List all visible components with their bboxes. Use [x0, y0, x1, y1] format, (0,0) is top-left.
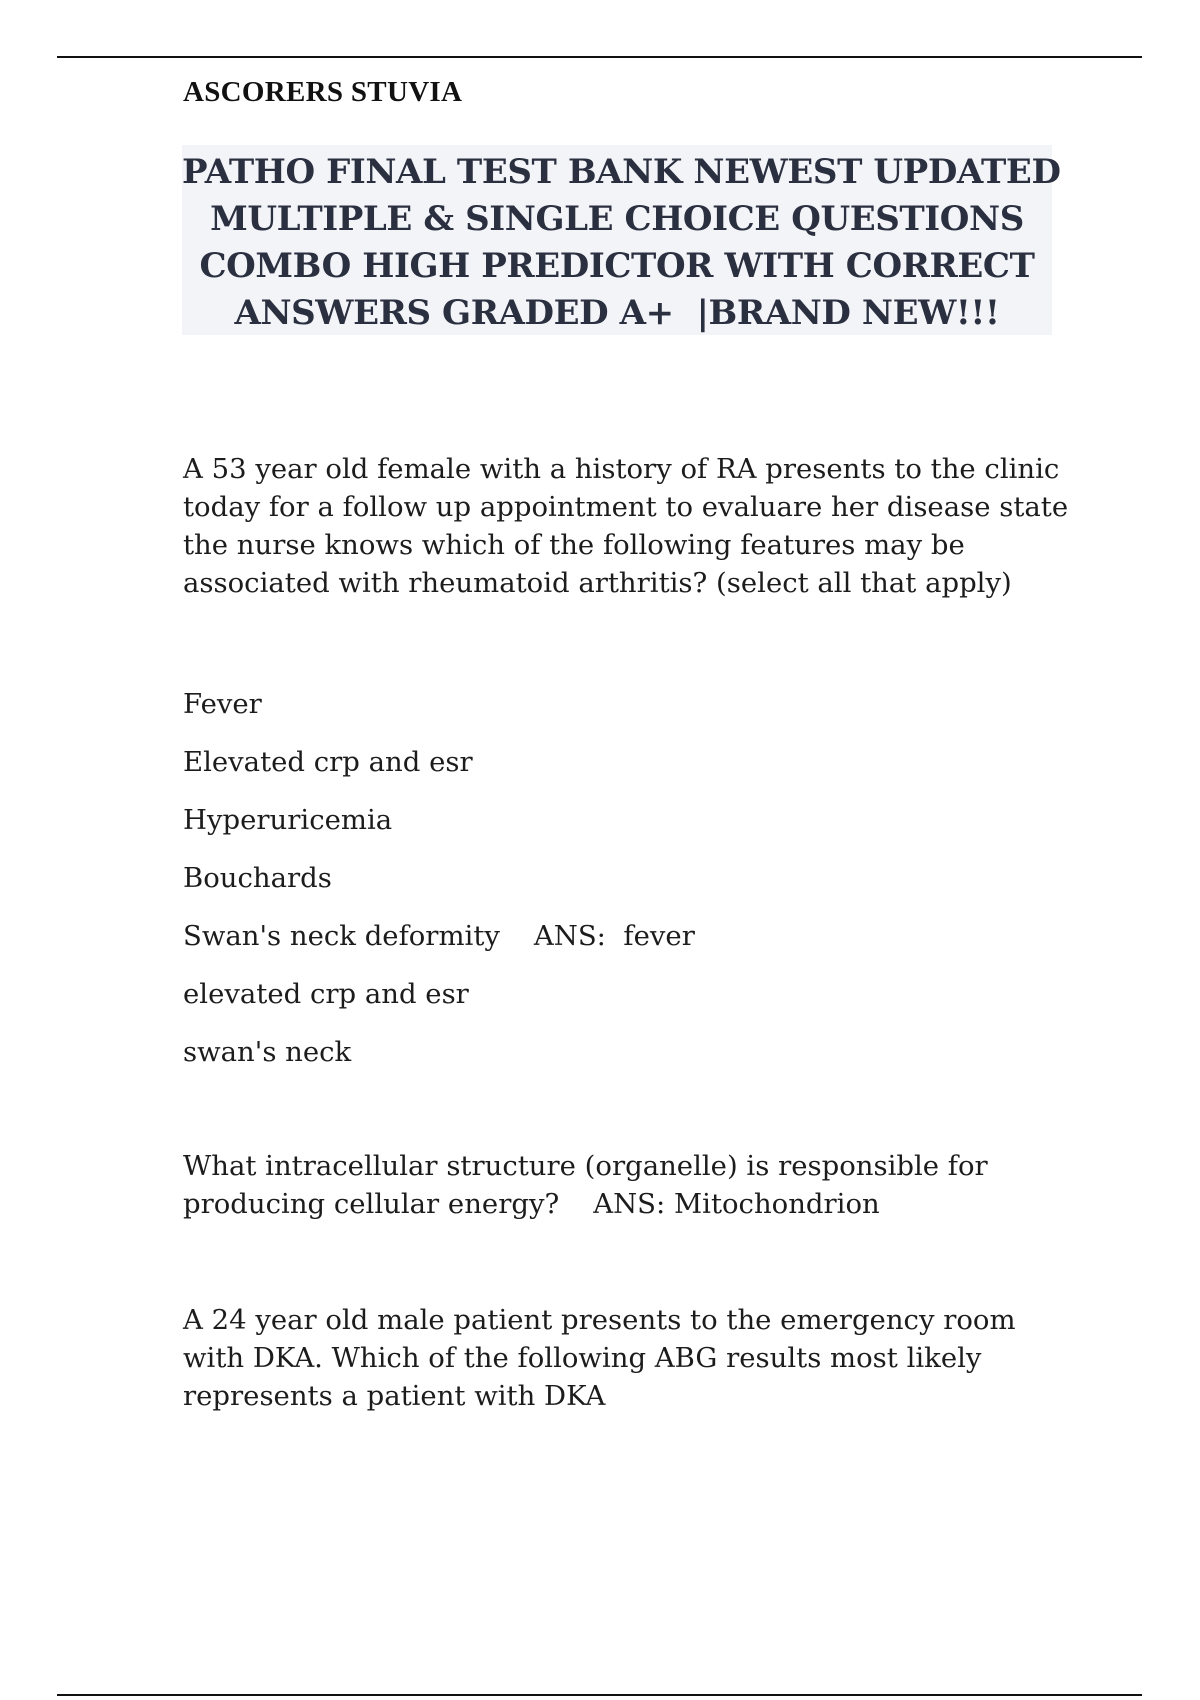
- answer-text: ANS: Mitochondrion: [593, 1188, 880, 1220]
- option-item: Fever: [183, 688, 262, 720]
- option-with-answer: [183, 917, 1083, 975]
- question-2-text: What intracellular structure (organelle) is responsible for producing cellular energy?: [183, 1150, 988, 1220]
- question-1-text: A 53 year old female with a history of RA presents to the clinic today for a follow up appointment to evaluare her disease state the nurse knows which of the following features may be associated with rheumatoid arthritis? (select all that apply): [183, 453, 1069, 599]
- header-label: ASCORERS STUVIA: [183, 76, 463, 108]
- title-line: PATHO FINAL TEST BANK NEWEST UPDATED: [182, 152, 1061, 192]
- question-1-options: [183, 685, 1083, 1091]
- option-item: Swan's neck deformity: [183, 920, 500, 952]
- bottom-divider: [57, 1694, 1142, 1696]
- option-item: Bouchards: [183, 862, 332, 894]
- document-title: [182, 145, 1061, 335]
- option-item: Elevated crp and esr: [183, 746, 473, 778]
- title-line: ANSWERS GRADED A+ |BRAND NEW!!!: [234, 293, 1000, 333]
- answer-line: swan's neck: [183, 1036, 352, 1068]
- top-divider: [57, 56, 1142, 58]
- title-line: COMBO HIGH PREDICTOR WITH CORRECT: [199, 246, 1035, 286]
- option-item: Hyperuricemia: [183, 804, 393, 836]
- answer-line: elevated crp and esr: [183, 978, 469, 1010]
- title-line: MULTIPLE & SINGLE CHOICE QUESTIONS: [210, 199, 1024, 239]
- question-3-text: A 24 year old male patient presents to the emergency room with DKA. Which of the following ABG results most likely represents a patient with DKA: [183, 1304, 1016, 1412]
- answer-text: ANS: fever: [533, 920, 695, 952]
- question-2: [183, 1147, 1083, 1223]
